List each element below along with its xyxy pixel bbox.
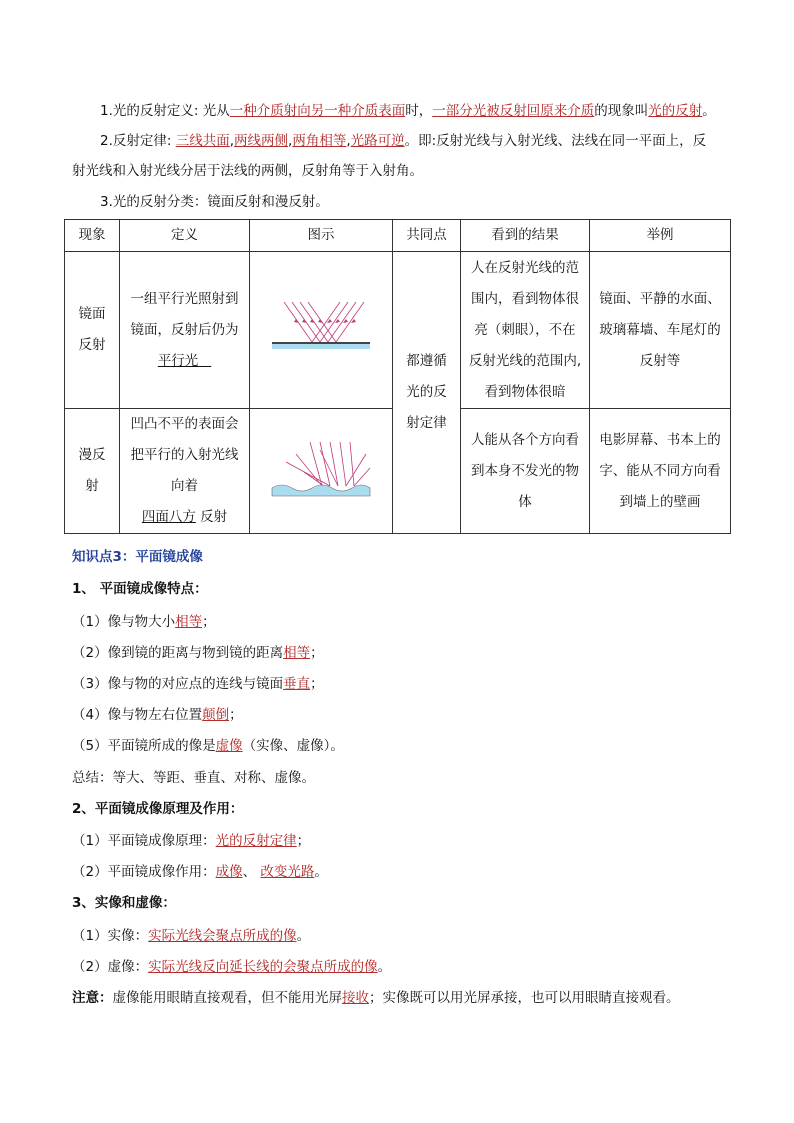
underlined-answer: 平行光 <box>157 352 199 369</box>
th-diagram: 图示 <box>250 220 393 252</box>
text: 、 <box>242 864 261 880</box>
text: ； <box>229 707 243 723</box>
cell-name <box>65 409 120 534</box>
text: ； <box>296 833 311 849</box>
text: 向着 <box>171 478 198 494</box>
text: （4）像与物左右位置 <box>72 707 203 723</box>
list-item <box>72 612 216 632</box>
list-item <box>72 736 344 756</box>
text: （3）像与物的对应点的连线与镜面 <box>72 676 284 692</box>
text: 到墙上的壁画 <box>619 493 701 510</box>
text: 的现象叫 <box>594 103 649 119</box>
text: 射定律 <box>406 415 447 431</box>
text: 时， <box>405 103 433 119</box>
underlined-answer: 实际光线反向延长线的会聚点所成的像 <box>148 959 378 975</box>
classification-line: 3.光的反射分类：镜面反射和漫反射。 <box>100 194 329 210</box>
th-result: 看到的结果 <box>461 220 590 252</box>
th-example: 举例 <box>590 220 731 252</box>
reflection-table <box>64 219 731 534</box>
text: 。 <box>296 928 311 944</box>
th-phenomenon: 现象 <box>65 220 120 252</box>
underlined-answer: 实际光线会聚点所成的像 <box>148 928 297 944</box>
diffuse-reflection-diagram <box>266 438 376 504</box>
text: 反射 <box>78 337 106 353</box>
text: 亮（刺眼），不在 <box>474 321 576 338</box>
table-header-row <box>65 220 731 252</box>
underlined-answer: 四面八方 <box>141 509 196 525</box>
summary: 总结：等大、等距、垂直、对称、虚像。 <box>72 770 315 786</box>
text: （1）像与物大小 <box>72 614 176 630</box>
underlined-answer: 颠倒 <box>202 707 230 723</box>
underlined-answer: 虚像 <box>215 738 243 754</box>
text: 。 <box>377 959 392 975</box>
th-common: 共同点 <box>393 220 461 252</box>
text: ； <box>202 614 216 630</box>
text: 镜面 <box>78 306 106 322</box>
text: 。即:反射光线与入射光线、法线在同一平面上，反 <box>404 133 707 149</box>
underlined-answer: 两角相等 <box>292 133 347 149</box>
cell-definition <box>120 409 250 534</box>
text: 。 <box>314 864 328 880</box>
cell-diagram <box>250 252 393 409</box>
specular-reflection-diagram <box>266 298 376 362</box>
text: ；实像既可以用光屏承接，也可以用眼睛直接观看。 <box>369 990 680 1006</box>
text: 玻璃幕墙、车尾灯的 <box>599 321 721 338</box>
underlined-answer: 成像 <box>215 864 243 880</box>
list-item <box>72 957 391 977</box>
list-item <box>72 926 310 946</box>
section-title: 知识点3：平面镜成像 <box>72 549 203 565</box>
text: 看到物体很暗 <box>484 383 566 400</box>
underlined-answer: 一种介质射向另一种介质表面 <box>229 103 406 119</box>
text: ； <box>310 645 324 661</box>
text: 把平行的入射光线 <box>130 447 239 463</box>
cell-example <box>590 252 731 409</box>
cell-definition <box>120 252 250 409</box>
text: （2）像到镜的距离与物到镜的距离 <box>72 645 284 661</box>
text: （实像、虚像）。 <box>242 738 344 754</box>
underlined-answer: 光的反射 <box>648 103 703 119</box>
underlined-answer: 相等 <box>175 614 203 630</box>
definition-line <box>100 101 716 121</box>
text: 。 <box>702 103 716 119</box>
text: 光的反 <box>406 384 447 400</box>
subheading: 3、实像和虚像： <box>72 895 176 911</box>
text: 反射 <box>200 509 228 525</box>
text: , <box>346 133 351 149</box>
text: 都遵循 <box>406 353 447 369</box>
text: 字、能从不同方向看 <box>599 462 721 479</box>
text: （5）平面镜所成的像是 <box>72 738 216 754</box>
text: 凹凸不平的表面会 <box>130 416 239 432</box>
underlined-answer: 光的反射定律 <box>215 833 297 849</box>
th-definition: 定义 <box>120 220 250 252</box>
text: 到本身不发光的物 <box>471 462 579 479</box>
text: 镜面、平静的水面、 <box>599 290 721 307</box>
text: 人在反射光线的范 <box>471 259 579 276</box>
text: 围内，看到物体很 <box>471 290 579 307</box>
cell-result <box>461 409 590 534</box>
text: 漫反 <box>78 447 106 463</box>
text: 一组平行光照射到 <box>130 290 239 307</box>
text: 体 <box>518 493 532 510</box>
text: ； <box>310 676 324 692</box>
list-item <box>72 643 324 663</box>
cell-diagram <box>250 409 393 534</box>
text: （1）实像： <box>72 928 149 944</box>
text: , <box>229 133 235 149</box>
text: 人能从各个方向看 <box>471 431 579 448</box>
subheading: 1、 平面镜成像特点： <box>72 581 208 597</box>
cell-example <box>590 409 731 534</box>
underlined-answer: 改变光路 <box>260 864 315 880</box>
text: , <box>288 133 293 149</box>
note <box>72 988 680 1008</box>
note-label: 注意： <box>72 990 113 1006</box>
underlined-answer: 垂直 <box>283 676 311 692</box>
cell-result <box>461 252 590 409</box>
text: （1）平面镜成像原理： <box>72 833 216 849</box>
text: 镜面，反射后仍为 <box>130 321 239 338</box>
law-line <box>100 131 706 151</box>
underlined-answer: 一部分光被反射回原来介质 <box>432 103 595 119</box>
text: 反射光线的范围内, <box>468 352 582 369</box>
text: 反射等 <box>639 352 681 369</box>
subheading: 2、平面镜成像原理及作用： <box>72 801 244 817</box>
table-row <box>65 252 731 409</box>
text: （2）虚像： <box>72 959 149 975</box>
law-line-cont: 射光线和入射光线分居于法线的两侧，反射角等于入射角。 <box>72 163 423 179</box>
list-item <box>72 674 324 694</box>
list-item <box>72 831 310 851</box>
text: 射 <box>85 478 99 494</box>
cell-common <box>393 252 461 534</box>
text: （2）平面镜成像作用： <box>72 864 216 880</box>
text: 电影屏幕、书本上的 <box>599 431 721 448</box>
underlined-answer: 光路可逆 <box>350 133 405 149</box>
underlined-answer: 接收 <box>342 990 369 1006</box>
underlined-answer: 两线两侧 <box>234 133 289 149</box>
underlined-answer: 相等 <box>283 645 311 661</box>
underlined-answer: 三线共面 <box>175 133 230 149</box>
text: 虚像能用眼睛直接观看，但不能用光屏 <box>112 990 342 1006</box>
list-item <box>72 705 243 725</box>
text: 1.光的反射定义: 光从 <box>100 103 230 119</box>
cell-name <box>65 252 120 409</box>
text: 2.反射定律: <box>100 133 176 149</box>
list-item <box>72 862 328 882</box>
